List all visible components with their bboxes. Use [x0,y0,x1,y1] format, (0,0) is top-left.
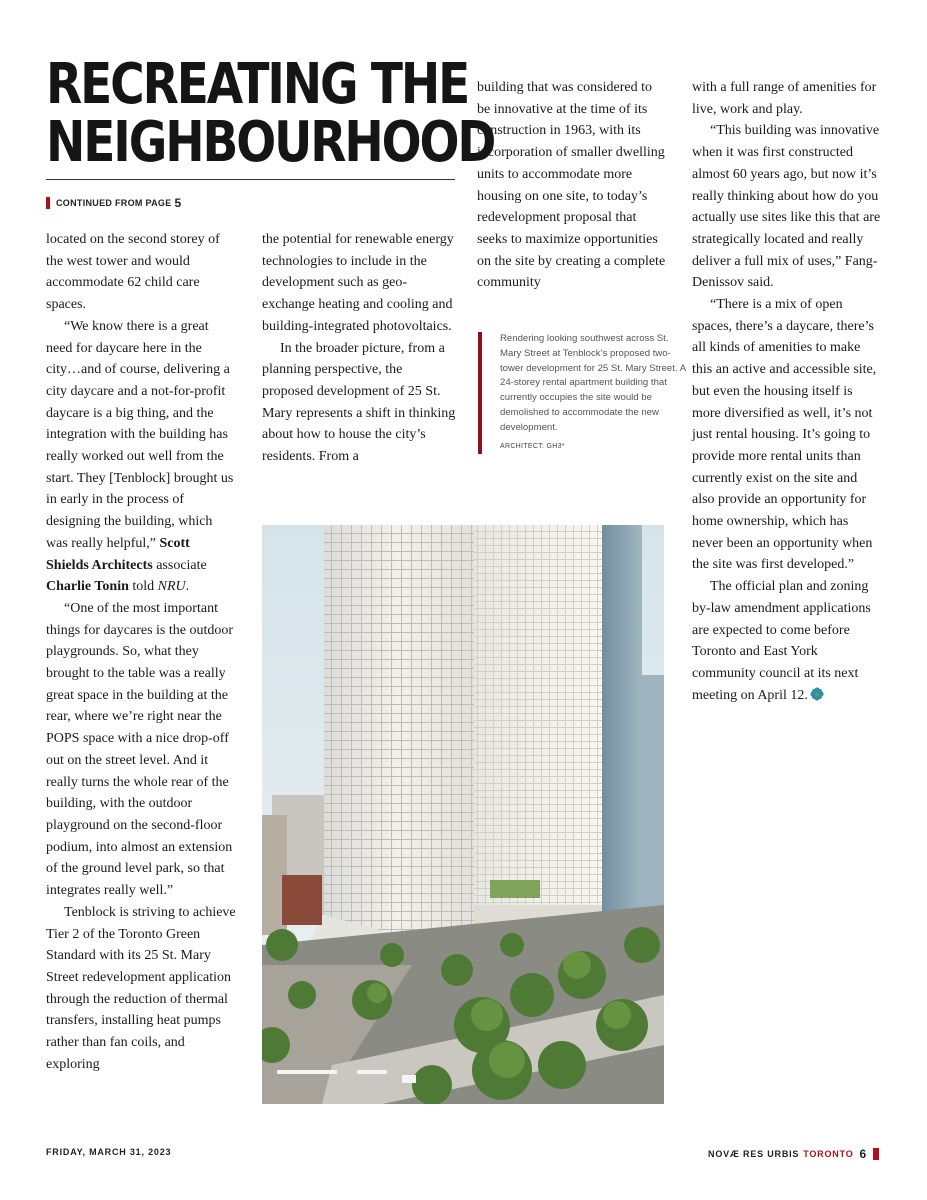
rendering-photo [262,525,664,1104]
paragraph: Tenblock is striving to achieve Tier 2 of the Toronto Green Standard with its 25 St. Mary Street redevelopment application through the reduction of thermal transfers, installing heat pumps rather than fan coils, and exploring [46,904,236,1072]
article-column-2 [262,229,457,468]
continued-text: CONTINUED FROM PAGE [56,198,172,208]
continued-page-number: 5 [174,196,182,210]
continued-from-label [46,196,182,210]
paragraph: In the broader picture, from a planning perspective, the proposed development of 25 St. Mary represents a shift in thinking about how to house the city’s residents. From a [262,340,456,465]
paragraph: building that was considered to be innovative at the time of its construction in 1963, with its incorporation of smaller dwelling units to accommodate more housing on one site, to today’s redevelopment proposal that seeks to maximize opportunities on the site by creating a complete community [477,80,666,291]
red-marker [46,197,50,209]
article-column-3 [477,77,667,294]
person-name: Charlie Tonin [46,579,129,595]
flower-icon [810,687,824,701]
paragraph: The official plan and zoning by-law amendment applications are expected to come before Toronto and East York community council at its next meeting on April 12. [692,579,871,703]
paragraph: “We know there is a great need for daycare here in the city…and of course, delivering a city daycare and a not-for-profit daycare is a big thing, and the integration with the building has really worked out well from the start. They [Tenblock] brought us in early in the process of designing the building, which was really helpful,” Scott Shields Architects associate Charlie Tonin told NRU. [46,318,234,595]
red-marker [873,1148,879,1160]
page-number: 6 [859,1147,867,1161]
paragraph: “One of the most important things for daycares is the outdoor playgrounds. So, what they brought to the table was a really great space in the building at the rear, where we’re right near the POPS space with a nice drop-off out on the street level. And it really turns the whole rear of the building, with the outdoor playground on the second-floor podium, into almost an extension of the ground level park, so that integrates really well.” [46,600,234,899]
building-rendering-image [262,525,664,1104]
paragraph: the potential for renewable energy technologies to include in the development such as geo-exchange heating and cooling and building-integrated photovoltaics. [262,232,454,334]
photo-credit: ARCHITECT: GH3* [500,442,565,450]
footer-publication [708,1147,879,1161]
paragraph: “This building was innovative when it was first constructed almost 60 years ago, but now it’s really thinking about how do you actually use sites like this that are strategically located and really deliver a full mix of uses,” Fang-Denissov said. [692,123,881,291]
article-column-1 [46,229,236,1075]
paragraph: with a full range of amenities for live, work and play. [692,80,877,117]
paragraph: located on the second storey of the west tower and would accommodate 62 child care spaces. [46,232,220,313]
photo-caption [478,332,688,454]
headline-line-2: NEIGHBOURHOOD [46,110,495,175]
footer-date: FRIDAY, MARCH 31, 2023 [46,1147,172,1157]
caption-text: Rendering looking southwest across St. Mary Street at Tenblock’s proposed two-tower development for 25 St. Mary Street. A 24-storey rental apartment building that currently occupies the site would be demolished to accommodate the new development. [500,333,686,433]
headline-rule [46,179,455,180]
publication-name: NRU [157,579,186,595]
headline [46,52,495,175]
firm-name: Scott Shields Architects [46,535,190,573]
publication-title: NOVÆ RES URBIS [708,1149,800,1159]
publication-city: TORONTO [803,1149,854,1159]
headline-line-1: RECREATING THE [46,52,469,117]
paragraph: “There is a mix of open spaces, there’s a daycare, there’s all kinds of amenities to make this an active and accessible site, but even the housing itself is more diversified as well, it’s not just rental housing. It’s going to provide more rental units than currently exist on the site and also provide an opportunity for home ownership, which has never been an opportunity when the site was first developed.” [692,297,877,573]
article-column-4 [692,77,882,706]
